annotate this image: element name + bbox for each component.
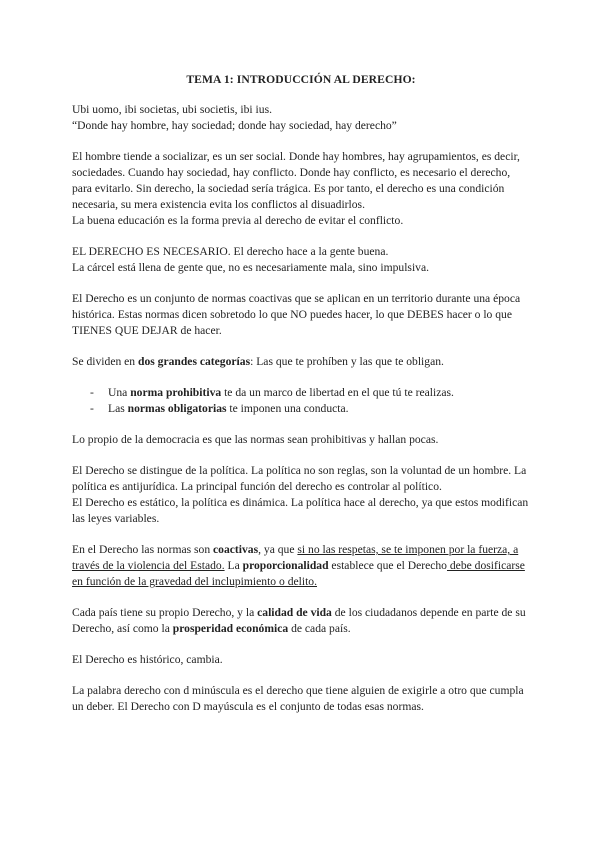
paragraph-country: Cada país tiene su propio Derecho, y la calidad de vida de los ciudadanos depende en parte de su Derecho, así como la prosperidad económica de cada país. [72, 606, 526, 635]
paragraph-coactive: En el Derecho las normas son coactivas, ya que si no las respetas, se te imponen por la fuerza, a través de la violencia del Estado. La proporcionalidad establece que el Derecho debe dosificarse en función de la gravedad del inclupimiento o delito. [72, 543, 525, 588]
paragraph-static: El Derecho es estático, la política es dinámica. La política hace al derecho, ya que estos modifican las leyes variables. [72, 496, 529, 525]
underlined-force: si no las respetas, se te imponen por la fuerza, a través de la violencia del Estado. [72, 543, 519, 572]
paragraph-definition: El Derecho es un conjunto de normas coactivas que se aplican en un territorio durante una época histórica. Estas normas dicen sobretodo lo que NO puedes hacer, lo que DEBES hacer o lo que TIENES QUE DEJAR de hacer. [72, 292, 521, 337]
latin-quote: Ubi uomo, ibi societas, ubi societis, ibi ius. [72, 103, 272, 116]
paragraph-word-derecho: La palabra derecho con d minúscula es el derecho que tiene alguien de exigirle a otro que cumpla un deber. El Derecho con D mayúscula es el conjunto de todas esas normas. [72, 684, 524, 713]
paragraph-social: El hombre tiende a socializar, es un ser social. Donde hay hombres, hay agrupamientos, es decir, sociedades. Cuando hay sociedad, hay conflicto. Donde hay conflicto, es necesario el derecho, para evitarlo. Sin derecho, la sociedad sería trágica. Es por tanto, el derecho es una condición necesaria, su mera existencia evita los conflictos al disuadirlos. [72, 150, 520, 211]
list-item: - Una norma prohibitiva te da un marco de libertad en el que tú te realizas. [90, 385, 530, 401]
list-item: - Las normas obligatorias te imponen una conducta. [90, 401, 530, 417]
paragraph-prison: La cárcel está llena de gente que, no es necesariamente mala, sino impulsiva. [72, 261, 430, 274]
underlined-dosify: debe dosificarse en función de la gravedad del inclupimiento o delito. [72, 559, 525, 588]
paragraph-democracy: Lo propio de la democracia es que las normas sean prohibitivas y hallan pocas. [72, 433, 439, 446]
paragraph-historic: El Derecho es histórico, cambia. [72, 653, 223, 666]
spanish-quote: “Donde hay hombre, hay sociedad; donde hay sociedad, hay derecho” [72, 119, 397, 132]
norms-list [72, 385, 530, 417]
paragraph-necessary: EL DERECHO ES NECESARIO. El derecho hace a la gente buena. [72, 245, 389, 258]
paragraph-politics: El Derecho se distingue de la política. La política no son reglas, son la voluntad de un hombre. La política es antijurídica. La principal función del derecho es controlar al político. [72, 464, 527, 493]
bold-categories: dos grandes categorías [138, 355, 251, 368]
document-title: TEMA 1: INTRODUCCIÓN AL DERECHO: [186, 73, 416, 86]
paragraph-education: La buena educación es la forma previa al derecho de evitar el conflicto. [72, 214, 404, 227]
paragraph-categories: Se dividen en dos grandes categorías: Las que te prohíben y las que te obligan. [72, 355, 444, 368]
